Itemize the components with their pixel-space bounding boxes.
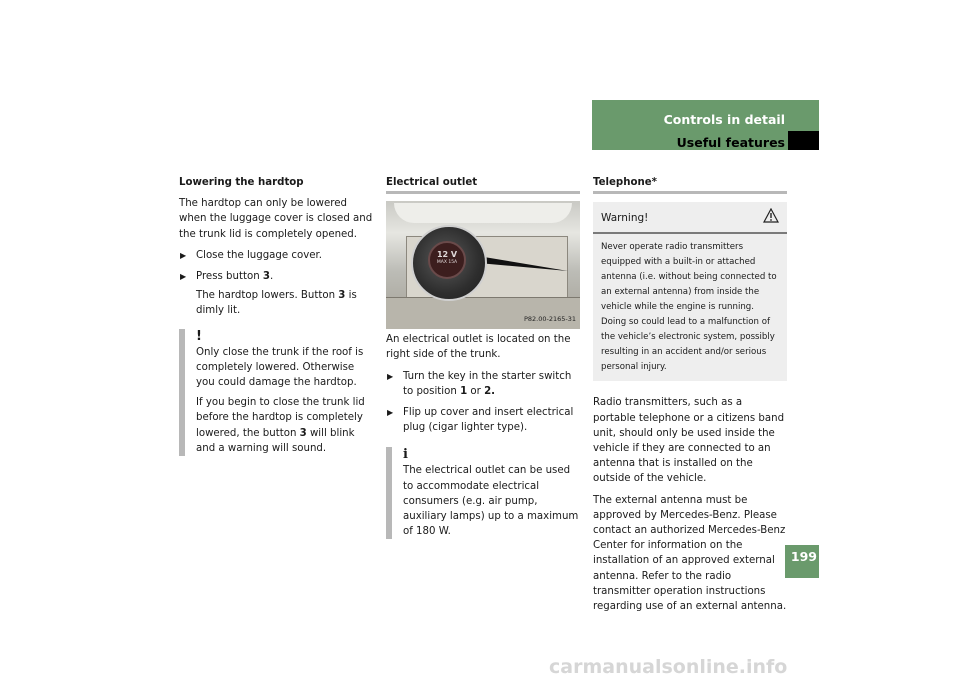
- step-result: The hardtop lowers. Button 3 is dimly lit.: [196, 290, 357, 317]
- step-turn-key: ▶ Turn the key in the starter switch to position 1 or 2.: [387, 370, 572, 397]
- note-bar: [386, 447, 392, 539]
- info-note: [386, 447, 580, 539]
- trunk-outlet-image: [386, 201, 580, 329]
- arrow-icon: ▶: [387, 371, 394, 381]
- heading-telephone: Telephone*: [593, 175, 787, 194]
- caution-note: [179, 329, 375, 456]
- arrow-icon: ▶: [180, 272, 187, 282]
- step-close-cover: ▶ Close the luggage cover.: [179, 248, 375, 263]
- outlet-caption: An electrical outlet is located on the right side of the trunk.: [386, 334, 571, 361]
- subsection-title: Useful features: [676, 135, 785, 150]
- note-paragraph-2: If you begin to close the trunk lid before the hardtop is completely lowered, the button 3 will blink and a warning will sound.: [196, 397, 365, 454]
- column-outlet: [386, 175, 580, 544]
- step-press-button: ▶ Press button 3.: [179, 269, 375, 284]
- warning-box: [593, 202, 787, 381]
- arrow-icon: ▶: [387, 408, 394, 418]
- step-insert-plug: ▶ Flip up cover and insert electrical plug (cigar lighter type).: [387, 407, 574, 434]
- note-paragraph-1: Only close the trunk if the roof is completely lowered. Otherwise you could damage the hardtop.: [196, 346, 364, 389]
- watermark: carmanualsonline.info: [549, 656, 788, 678]
- column-telephone: [593, 175, 787, 620]
- section-title: Controls in detail: [663, 112, 785, 127]
- telephone-paragraph-2: The external antenna must be approved by Mercedes-Benz. Please contact an authorized Mercedes-Benz Center for information on the installation of an approved external antenna. Refer to the radio transmitter operation instructions regarding use of an external antenna.: [593, 494, 787, 613]
- exclamation-icon: !: [196, 328, 202, 344]
- page-number: 199: [785, 545, 819, 578]
- outlet-socket: 12 V MAX 15A: [428, 241, 466, 279]
- section-header: [592, 100, 819, 150]
- telephone-paragraph-1: Radio transmitters, such as a portable telephone or a citizens band unit, should only be used inside the vehicle if they are connected to an antenna that is installed on the outside of the vehicle.: [593, 397, 785, 485]
- info-text: The electrical outlet can be used to accommodate electrical consumers (e.g. air pump, auxiliary lamps) up to a maximum of 180 W.: [403, 465, 579, 538]
- warning-title: Warning!: [601, 212, 649, 225]
- column-hardtop: [179, 175, 375, 461]
- heading-electrical-outlet: Electrical outlet: [386, 175, 580, 194]
- image-code: P82.00-2165-31: [523, 315, 576, 323]
- warning-text: Never operate radio transmitters equipped with a built-in or attached antenna (i.e. without being connected to an external antenna) from inside the vehicle while the engine is running. Doing so could lead to a malfunction of the vehicle’s electronic system, possibly resulting in an accident and/or serious personal injury.: [601, 242, 777, 373]
- warning-header: [593, 202, 787, 234]
- arrow-icon: ▶: [180, 250, 187, 260]
- header-marker: [788, 131, 819, 150]
- note-bar: [179, 329, 185, 456]
- hardtop-intro: The hardtop can only be lowered when the luggage cover is closed and the trunk lid is completely opened.: [179, 198, 373, 240]
- heading-lowering-hardtop: Lowering the hardtop: [179, 177, 304, 188]
- warning-triangle-icon: [763, 208, 779, 223]
- info-icon: i: [403, 447, 408, 463]
